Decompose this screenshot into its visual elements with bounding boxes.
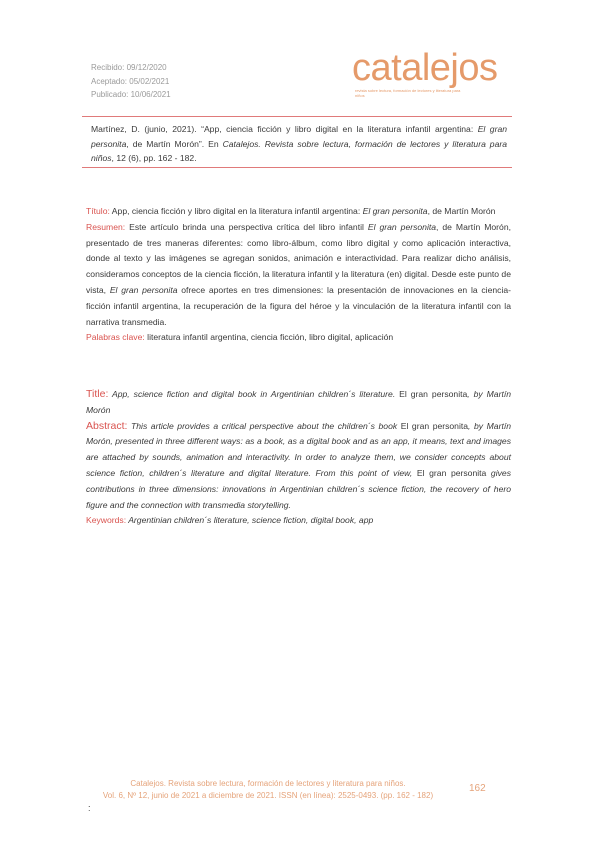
abstract-book-name: El gran personita [367, 221, 437, 232]
abstract-text: Este artículo brinda una perspectiva crítica del libro infantil [125, 221, 368, 232]
citation-text: , 12 (6), pp. 162 - 182. [111, 153, 197, 163]
abstract-book-name: El gran personita [416, 467, 487, 478]
citation-text: Martínez, D. (junio, 2021). “App, ciencia ficción y libro digital en la literatura infantil argentina: [91, 124, 478, 134]
abstract-text: , de Martín Morón, presentado de tres maneras diferentes: como libro-álbum, como libro digital y como aplicación interactiva, donde al texto y las imágenes se agregan sonidos, animación e interactividad. Para realizar dicho análisis, consideramos conceptos de la ciencia ficción, la literatura infantil y la literatura (en) digital. Desde este punto de vista, [86, 221, 511, 295]
logo-subtitle: revista sobre lectura, formación de lectores y literatura para niños [355, 88, 461, 98]
abstract-book-name: El gran personita [400, 420, 469, 431]
footer-journal-line: Catalejos. Revista sobre lectura, formación de lectores y literatura para niños. [130, 779, 406, 788]
citation-top-rule [82, 116, 512, 117]
title-text: , by Martín Morón [86, 389, 512, 415]
keywords-text: literatura infantil argentina, ciencia ficción, libro digital, aplicación [144, 332, 394, 343]
article-dates [91, 61, 171, 102]
spanish-keywords [86, 330, 511, 346]
english-keywords [86, 513, 511, 529]
title-book-name: El gran personita [362, 206, 428, 216]
abstract-text: , by Martín Morón, presented in three different ways: as a book, as a digital book and as an app, it means, text and images are attached by sounds, animation and interactivity. In order to analyze them, we consider concepts about science fiction, children´s literature and digital literature. From this point of view, [86, 420, 511, 478]
title-text: App, ciencia ficción y libro digital en la literatura infantil argentina: [109, 206, 363, 216]
spanish-abstract [86, 220, 511, 331]
citation-journal-name: Catalejos. Revista sobre lectura, formación de lectores y literatura para niños [91, 138, 508, 163]
page-footer [93, 778, 443, 801]
citation-book-title: El gran personita [91, 124, 508, 149]
english-abstract-section [86, 387, 511, 529]
received-date: Recibido: 09/12/2020 [91, 63, 167, 72]
keywords-label: Keywords: [86, 515, 127, 526]
citation-block [91, 122, 507, 166]
catalejos-logo [352, 48, 504, 98]
abstract-label: Abstract: [86, 419, 128, 432]
title-text: App, science fiction and digital book in Argentinian children´s literature. [108, 389, 400, 399]
page-number: 162 [469, 783, 486, 794]
abstract-text: This article provides a critical perspective about the children´s book [127, 420, 401, 431]
spanish-title [86, 204, 511, 220]
footer-volume-line: Vol. 6, Nº 12, junio de 2021 a diciembre de 2021. ISSN (en línea): 2525-0493. (pp. 162 - 182) [102, 790, 434, 800]
spanish-abstract-section [86, 204, 511, 346]
abstract-text: gives contributions in three dimensions: innovations in Argentinian children´s science fiction, the recovery of hero figure and the connection with transmedia storytelling. [86, 467, 511, 510]
keywords-label: Palabras clave: [86, 332, 145, 343]
published-date: Publicado: 10/06/2021 [91, 90, 171, 99]
citation-text: , de Martín Morón”. En [126, 138, 223, 149]
abstract-text: ofrece aportes en tres dimensiones: la presentación de innovaciones en la ciencia-ficción infantil argentina, la recuperación de la figura del héroe y la vinculación de la literatura infantil con la narrativa transmedia. [86, 284, 511, 327]
title-label: Title: [86, 388, 109, 400]
corner-mark: : [88, 803, 91, 813]
title-text: , de Martín Morón [427, 206, 496, 216]
title-book-name: El gran personita [399, 389, 468, 399]
english-title [86, 387, 511, 419]
logo-wordmark: catalejos [352, 47, 498, 89]
english-abstract [86, 419, 511, 514]
citation-bottom-rule [82, 167, 512, 168]
abstract-book-name: El gran personita [109, 284, 178, 295]
accepted-date: Aceptado: 05/02/2021 [91, 76, 170, 86]
keywords-text: Argentinian children´s literature, science fiction, digital book, app [126, 515, 374, 526]
title-label: Título: [86, 206, 110, 216]
resumen-label: Resumen: [86, 221, 126, 232]
